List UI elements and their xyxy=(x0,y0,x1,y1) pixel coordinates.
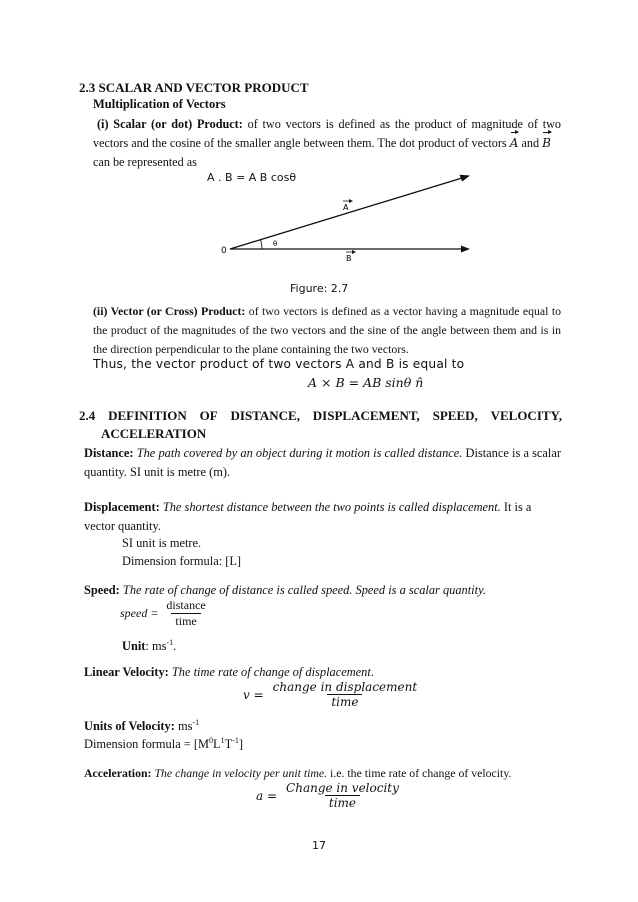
speed-formula: speed = $\frac{\text{distance}}{\text{time}}$ xyxy=(120,598,210,629)
vector-a-label-arrowhead xyxy=(349,199,353,203)
cross-product-label: (ii) Vector (or Cross) Product: xyxy=(93,304,246,318)
vector-b-label-arrowhead xyxy=(352,250,356,254)
page-number: 17 xyxy=(312,839,326,852)
theta-label: θ xyxy=(273,240,278,248)
subheading-multiplication: Multiplication of Vectors xyxy=(93,97,226,111)
figure-caption: Figure: 2.7 xyxy=(290,282,349,295)
displacement-dimension: Dimension formula: [L] xyxy=(122,554,242,568)
vector-b-symbol: B xyxy=(542,134,551,153)
cross-product-paragraph: (ii) Vector (or Cross) Product: of two vectors is defined as a vector having a magnitude equal to the product of the magnitudes of the two vectors and the sine of the angle between them and is in the direction perpendicular to the plane containing the two vectors. xyxy=(93,304,562,356)
velocity-dimension: Dimension formula = $[M^0L^1T^{-1}]$ xyxy=(84,736,243,752)
vector-b-arrowhead xyxy=(461,246,470,253)
section-heading-2-3: 2.3 SCALAR AND VECTOR PRODUCT xyxy=(79,80,309,95)
speed-paragraph: Speed: The rate of change of distance is called speed. Speed is a scalar quantity. xyxy=(84,583,486,597)
displacement-si-unit: SI unit is metre. xyxy=(122,536,202,550)
dot-product-label: (i) Scalar (or dot) Product: xyxy=(97,117,243,131)
speed-unit: Unit: $ms^{-1}$. xyxy=(122,638,177,654)
velocity-paragraph: Linear Velocity: The time rate of change of displacement. xyxy=(84,665,374,679)
dot-formula-rhs: = A B cosθ xyxy=(236,171,297,184)
acceleration-formula: a = $\frac{\text{Change in velocity}}{\text{time}}$ xyxy=(256,781,403,810)
angle-arc xyxy=(261,240,262,249)
vector-figure xyxy=(200,160,500,270)
velocity-fraction: $\frac{\text{change in displacement}}{\text{time}}$ xyxy=(272,680,418,709)
distance-paragraph: Distance: The path covered by an object during it motion is called distance. Distance is a scalar quantity. SI unit is metre (m). xyxy=(84,446,561,479)
acceleration-paragraph: Acceleration: The change in velocity per unit time. i.e. the time rate of change of velocity. xyxy=(84,766,512,780)
thus-text: Thus, the vector product of two vectors A and B is equal to xyxy=(93,357,465,371)
displacement-paragraph: Displacement: The shortest distance between the two points is called displacement. It is a vector quantity. xyxy=(84,500,532,533)
dot-product-paragraph: (i) Scalar (or dot) Product: of two vectors is defined as the product of magnitude of two vectors and the cosine of the smaller angle between them. The dot product of vectors A and B xyxy=(93,115,561,153)
origin-label: 0 xyxy=(221,246,227,256)
section-heading-2-4-line2: ACCELERATION xyxy=(101,426,207,441)
vector-a-line xyxy=(230,178,462,249)
speed-fraction: $\frac{\text{distance}}{\text{time}}$ xyxy=(166,598,206,628)
section-heading-2-4: 2.4 DEFINITION OF DISTANCE, DISPLACEMENT, SPEED, VELOCITY, xyxy=(79,408,562,423)
vector-a-symbol: A xyxy=(510,134,519,153)
velocity-units: Units of Velocity: $ms^{-1}$ xyxy=(84,718,200,734)
vector-a-arrowhead xyxy=(460,175,471,182)
vector-a-label: A xyxy=(343,203,349,212)
dot-formula-lhs: A . B xyxy=(207,171,233,184)
acceleration-fraction: $\frac{\text{Change in velocity}}{\text{time}}$ xyxy=(286,781,399,810)
vector-b-label: B xyxy=(346,254,352,263)
cross-product-formula: A × B = AB sinθ n̂ xyxy=(308,375,424,390)
dot-product-tail: can be represented as xyxy=(93,155,197,169)
velocity-formula: v = $\frac{\text{change in displacement}}{\text{time}}$ xyxy=(243,680,421,709)
